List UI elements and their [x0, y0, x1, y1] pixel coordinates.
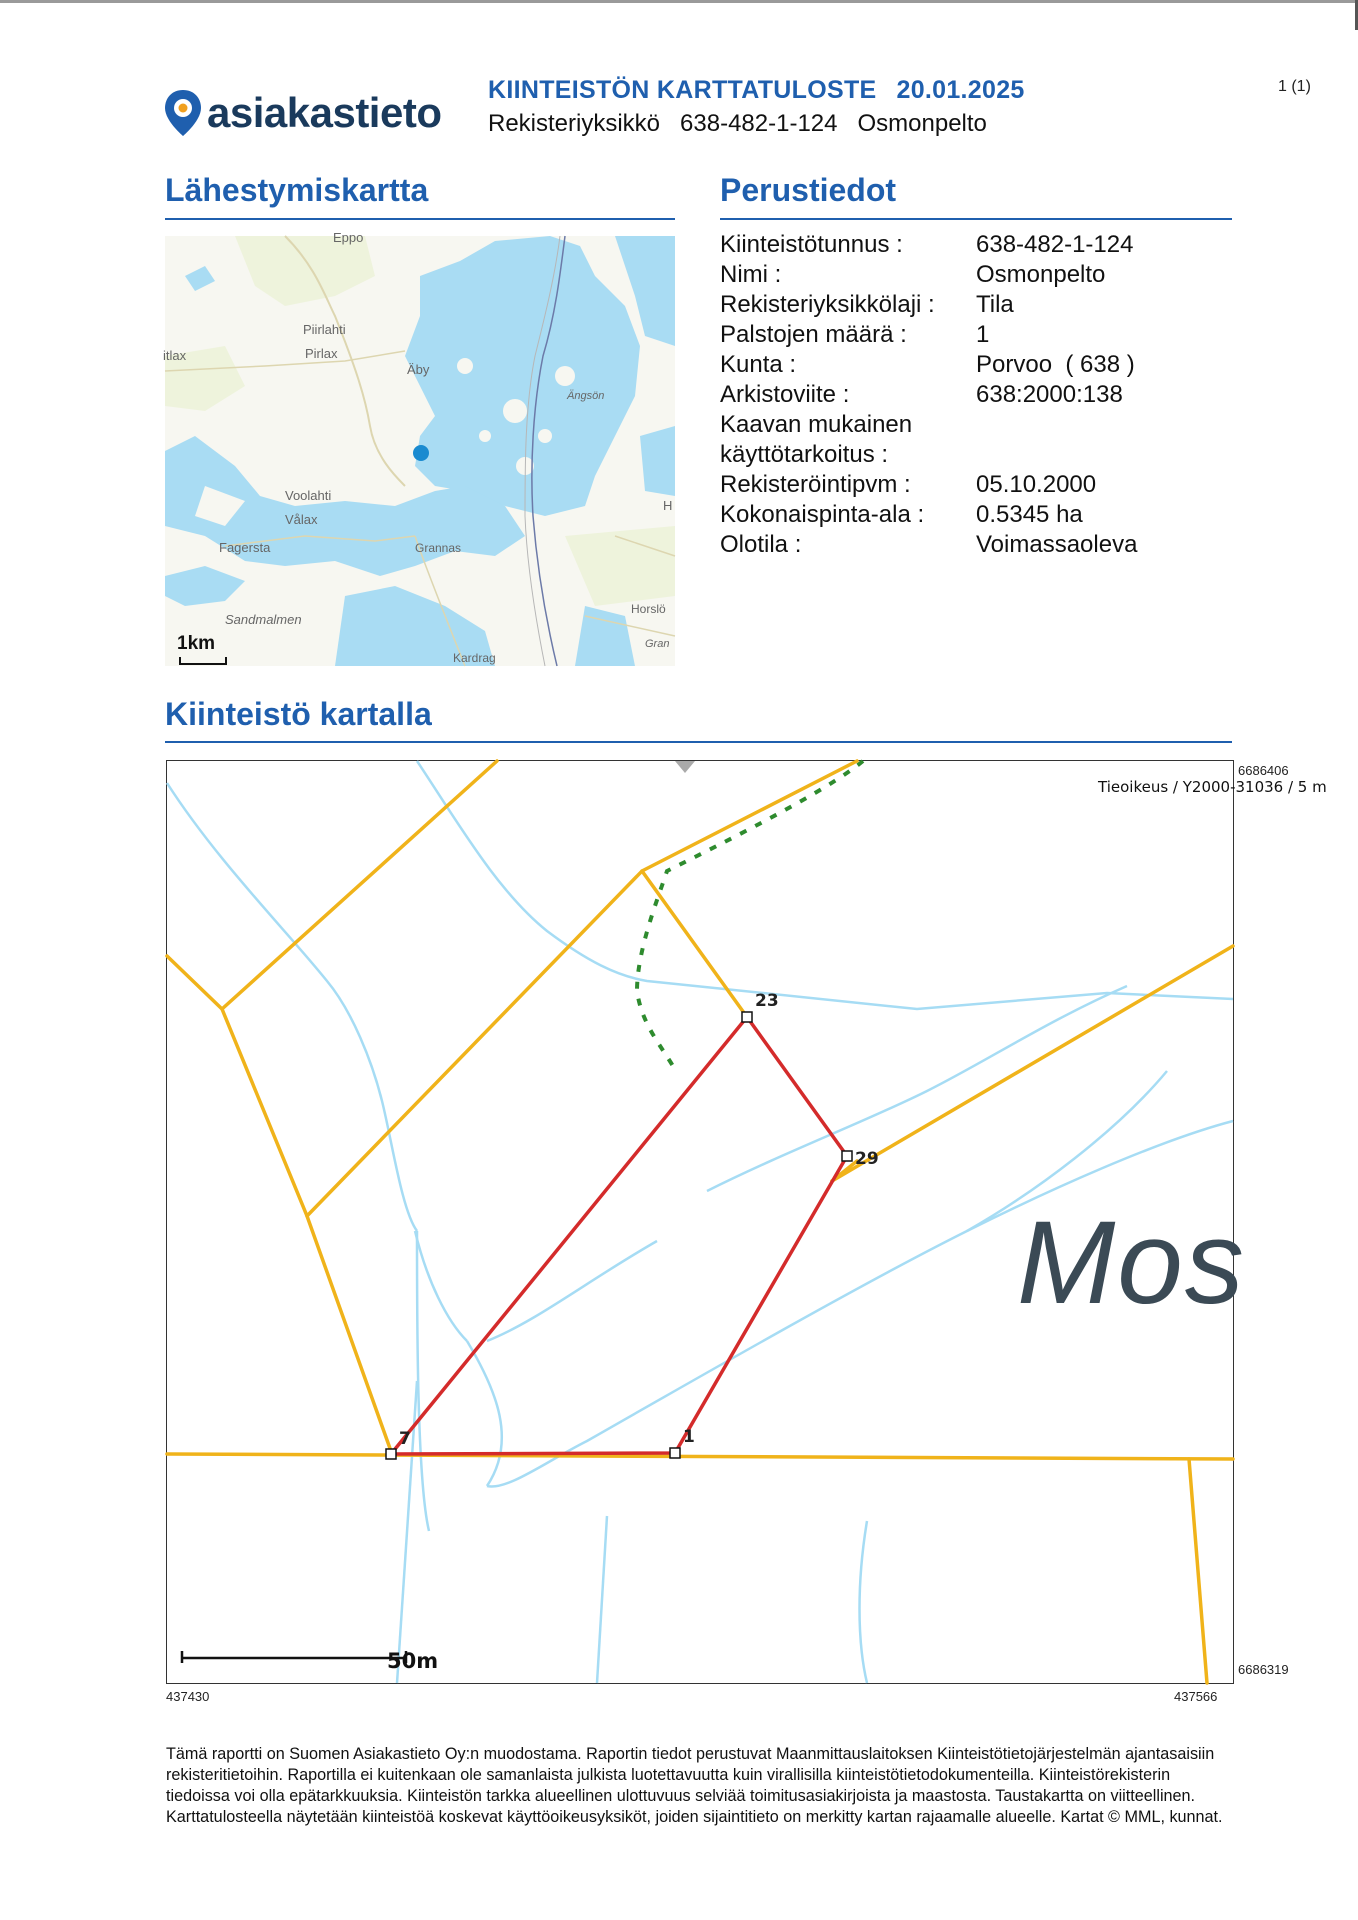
road-easement-line: [637, 761, 863, 1073]
overview-scale-bar: [179, 657, 227, 665]
info-value: Porvoo ( 638 ): [976, 351, 1135, 378]
report-date: 20.01.2025: [896, 76, 1025, 104]
map-label-gran: Gran: [645, 638, 670, 650]
basic-info-table: [720, 230, 1137, 560]
location-pin-icon: [163, 88, 203, 138]
info-row-olotila: [720, 530, 1137, 560]
map-scale-label: 50m: [387, 1649, 439, 1673]
info-label: Nimi :: [720, 261, 782, 288]
info-label: Arkistoviite :: [720, 381, 850, 408]
basic-info-title: Perustiedot: [720, 172, 897, 208]
report-title: [488, 76, 1025, 105]
overview-map-title: Lähestymiskartta: [165, 172, 429, 208]
scale-bar: [182, 1651, 406, 1663]
coord-bottom-left-x: 437430: [166, 1689, 210, 1704]
map-label-itlax: itlax: [163, 348, 187, 363]
info-value: Osmonpelto: [976, 261, 1106, 288]
info-value: Tila: [976, 291, 1014, 318]
boundary-point-29: [842, 1151, 852, 1161]
map-label-angson: Ängsön: [567, 390, 605, 402]
map-label-h: H: [663, 498, 673, 513]
boundary-point-1: [670, 1448, 680, 1458]
map-label-eppo: Eppo: [333, 230, 364, 245]
info-label: Kaavan mukainen: [720, 411, 913, 438]
info-row-kaava-2: [720, 440, 1137, 470]
map-label-voolahti: Voolahti: [285, 488, 332, 503]
info-row-arkistoviite: [720, 380, 1137, 410]
overview-rule: [165, 218, 675, 220]
map-label-horslo: Horslö: [631, 602, 666, 616]
map-label-valax: Vålax: [285, 512, 318, 527]
boundary-point-23: [742, 1012, 752, 1022]
info-label: Palstojen määrä :: [720, 321, 907, 348]
subtitle-label: Rekisteriyksikkö: [488, 110, 661, 137]
map-label-piirlahti: Piirlahti: [303, 322, 346, 337]
subtitle-name: Osmonpelto: [857, 110, 987, 137]
info-row-laji: [720, 290, 1137, 320]
report-title-text: KIINTEISTÖN KARTTATULOSTE: [488, 76, 877, 104]
map-label-aby: Äby: [407, 362, 430, 377]
asiakastieto-logo: [163, 88, 441, 138]
page-number: 1 (1): [1278, 78, 1311, 95]
coord-bottom-right-x: 437566: [1174, 1689, 1218, 1704]
info-value: 638:2000:138: [976, 381, 1123, 408]
report-subtitle: [488, 110, 1007, 138]
info-label: Kunta :: [720, 351, 797, 378]
area-name-label: Mos: [1017, 1197, 1246, 1329]
coord-bottom-right: 6686319: [1238, 1662, 1289, 1677]
map-label-grannas: Grannas: [415, 541, 462, 555]
property-map-rule: [165, 741, 1232, 743]
info-value: 05.10.2000: [976, 471, 1097, 498]
point-label-7: 7: [399, 1429, 411, 1449]
scan-edge: [0, 0, 1358, 3]
overview-map-graphic: [165, 236, 675, 666]
basic-info-rule: [720, 218, 1232, 220]
info-label: Kiinteistötunnus :: [720, 231, 903, 258]
info-label: Kokonaispinta-ala :: [720, 501, 925, 528]
map-label-kardrag: Kardrag: [453, 651, 496, 665]
info-value: 638-482-1-124: [976, 231, 1134, 258]
info-row-kiinteistotunnus: [720, 230, 1137, 260]
property-boundary: [391, 1017, 847, 1454]
info-row-palstat: [720, 320, 1137, 350]
point-label-29: 29: [855, 1149, 879, 1169]
info-label: Olotila :: [720, 531, 802, 558]
subtitle-id: 638-482-1-124: [680, 110, 838, 137]
map-label-fagersta: Fagersta: [219, 540, 271, 555]
info-value: 0.5345 ha: [976, 501, 1083, 528]
disclaimer-text: Tämä raportti on Suomen Asiakastieto Oy:n muodostama. Raportin tiedot perustuvat Maanmittauslaitoksen Kiinteistötietojärjestelmän ajantasaisiin rekisteritietoihin. Raportilla ei kuitenkaan ole samanlaista julkista luotettavuutta kuin virallisilla kiinteistötietodokumenteilla. Kiinteistörekisterin tiedoissa voi olla epätarkkuuksia. Kiinteistön tarkka alueellinen ulottuvuus selviää toimitusasiakirjoista ja maastosta. Taustakartta on viitteellinen. Karttatulosteella näytetään kiinteistöä koskevat käyttöoikeusyksiköt, joiden sijaintitieto on merkitty kartan rajaamalle alueelle. Kartat © MML, kunnat.: [166, 1745, 1223, 1826]
boundary-point-7: [386, 1449, 396, 1459]
easement-label: Tieoikeus / Y2000-31036 / 5 m: [1098, 778, 1327, 796]
coord-top-right: 6686406: [1238, 763, 1289, 778]
info-row-kunta: [720, 350, 1137, 380]
overview-map: [163, 230, 675, 666]
info-label: Rekisteriyksikkölaji :: [720, 291, 935, 318]
point-label-23: 23: [755, 991, 779, 1011]
point-label-1: 1: [683, 1427, 695, 1447]
north-indicator-icon: [675, 761, 695, 773]
property-map-title: Kiinteistö kartalla: [165, 696, 432, 732]
info-value: 1: [976, 321, 990, 348]
info-label: käyttötarkoitus :: [720, 441, 889, 468]
map-label-pirlax: Pirlax: [305, 346, 338, 361]
info-row-rekisterointipvm: [720, 470, 1137, 500]
info-row-nimi: [720, 260, 1137, 290]
info-value: Voimassaoleva: [976, 531, 1138, 558]
info-row-pinta-ala: [720, 500, 1137, 530]
logo-text: asiakastieto: [207, 89, 442, 136]
overview-scale-label: 1km: [177, 633, 216, 654]
map-label-sandmalmen: Sandmalmen: [225, 612, 302, 627]
info-label: Rekisteröintipvm :: [720, 471, 911, 498]
info-row-kaava-1: [720, 410, 1137, 440]
